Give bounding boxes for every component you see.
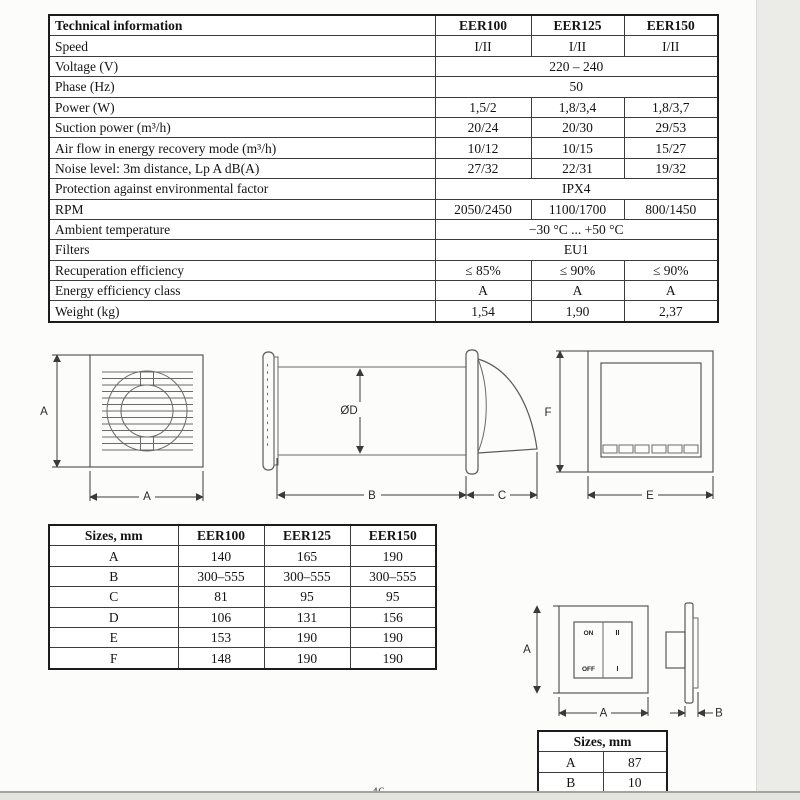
- tech-table-label-cell: Energy efficiency class: [49, 281, 435, 301]
- switch-sizes-table: [537, 730, 668, 794]
- tech-table-value-cell: 27/32: [435, 158, 531, 178]
- tech-table-value-cell: 1,8/3,7: [624, 97, 718, 117]
- tech-table-label-cell: Power (W): [49, 97, 435, 117]
- tech-table-header-row: [49, 15, 718, 36]
- dim-label-switch-b-depth: B: [715, 707, 723, 720]
- speed-switch-drawings: [520, 588, 760, 730]
- tech-table-value-cell: ≤ 90%: [624, 260, 718, 280]
- sizes-table-row: [49, 546, 436, 566]
- sizes-table-row: [49, 627, 436, 647]
- dim-label-switch-a-horizontal: A: [599, 707, 608, 720]
- tech-table-value-cell: ≤ 90%: [531, 260, 624, 280]
- tech-table-header-cell: Technical information: [49, 15, 435, 36]
- tech-table-row: [49, 158, 718, 178]
- switch-sizes-table-body: [538, 752, 667, 793]
- sizes-table-value-cell: 190: [350, 627, 436, 647]
- tech-table-value-cell: 1,5/2: [435, 97, 531, 117]
- tech-table-value-cell: IPX4: [435, 179, 718, 199]
- dim-label-duct-b: B: [368, 490, 376, 502]
- tech-table-label-cell: RPM: [49, 199, 435, 219]
- sizes-table-header-row: [49, 525, 436, 546]
- tech-table-value-cell: 2050/2450: [435, 199, 531, 219]
- speed-switch-side-view-drawing: [666, 603, 723, 720]
- tech-table-row: [49, 179, 718, 199]
- tech-table-value-cell: 1,54: [435, 301, 531, 322]
- scan-edge-bottom: [0, 791, 800, 800]
- dim-label-duct-diameter: ØD: [340, 405, 358, 417]
- tech-table-label-cell: Air flow in energy recovery mode (m³/h): [49, 138, 435, 158]
- tech-table-value-cell: 10/12: [435, 138, 531, 158]
- tech-table-row: [49, 56, 718, 76]
- tech-table-label-cell: Protection against environmental factor: [49, 179, 435, 199]
- sizes-table-value-cell: 131: [264, 607, 350, 627]
- tech-table-row: [49, 117, 718, 137]
- tech-table-value-cell: ≤ 85%: [435, 260, 531, 280]
- sizes-table-value-cell: 190: [264, 627, 350, 647]
- tech-table-value-cell: A: [624, 281, 718, 301]
- dim-label-hood-f: F: [544, 407, 552, 419]
- sizes-table-row: [49, 607, 436, 627]
- tech-table-row: [49, 219, 718, 239]
- switch-speed1-label: I: [616, 666, 619, 673]
- dim-label-switch-a-vertical: A: [523, 644, 531, 656]
- technical-info-table: [48, 14, 719, 323]
- sizes-table-head: [49, 525, 436, 546]
- tech-table-label-cell: Suction power (m³/h): [49, 117, 435, 137]
- tech-table-value-cell: 50: [435, 77, 718, 97]
- tech-table-value-cell: I/II: [531, 36, 624, 56]
- sizes-table-value-cell: 300–555: [178, 566, 264, 586]
- dimension-drawings: [0, 338, 760, 513]
- switch-sizes-table-row: [538, 752, 667, 772]
- tech-table-label-cell: Ambient temperature: [49, 219, 435, 239]
- tech-table-row: [49, 199, 718, 219]
- tech-table-value-cell: A: [531, 281, 624, 301]
- sizes-table-header-cell: EER125: [264, 525, 350, 546]
- sizes-table-body: [49, 546, 436, 669]
- switch-sizes-table-value-cell: 10: [603, 772, 667, 793]
- tech-table-row: [49, 77, 718, 97]
- sizes-table-value-cell: 81: [178, 587, 264, 607]
- tech-table-header-cell: EER125: [531, 15, 624, 36]
- tech-table-label-cell: Recuperation efficiency: [49, 260, 435, 280]
- sizes-table-header-cell: EER150: [350, 525, 436, 546]
- sizes-table-header-cell: Sizes, mm: [49, 525, 178, 546]
- switch-speed2-label: II: [615, 630, 620, 637]
- switch-on-label: ON: [583, 630, 594, 637]
- tech-table-value-cell: I/II: [624, 36, 718, 56]
- tech-table-label-cell: Noise level: 3m distance, Lp A dB(A): [49, 158, 435, 178]
- sizes-table-value-cell: 95: [350, 587, 436, 607]
- scan-edge-right: [756, 0, 800, 791]
- tech-table-value-cell: −30 °C ... +50 °C: [435, 219, 718, 239]
- sizes-table-value-cell: 165: [264, 546, 350, 566]
- sizes-table-value-cell: 106: [178, 607, 264, 627]
- tech-table-row: [49, 281, 718, 301]
- sizes-table-value-cell: 148: [178, 648, 264, 669]
- tech-table-row: [49, 36, 718, 56]
- tech-table-label-cell: Filters: [49, 240, 435, 260]
- sizes-table-label-cell: A: [49, 546, 178, 566]
- tech-table-value-cell: EU1: [435, 240, 718, 260]
- sizes-table-label-cell: C: [49, 587, 178, 607]
- sizes-table-value-cell: 190: [350, 648, 436, 669]
- dim-label-duct-c: C: [497, 490, 507, 502]
- tech-table-label-cell: Speed: [49, 36, 435, 56]
- tech-table-row: [49, 240, 718, 260]
- tech-table-value-cell: 15/27: [624, 138, 718, 158]
- dim-label-fan-a-horizontal: A: [143, 491, 151, 503]
- tech-table-header-cell: EER150: [624, 15, 718, 36]
- switch-sizes-table-label-cell: B: [538, 772, 603, 793]
- tech-table-value-cell: 29/53: [624, 117, 718, 137]
- tech-table-value-cell: 20/24: [435, 117, 531, 137]
- switch-sizes-table-header-row: [538, 731, 667, 752]
- sizes-table-label-cell: B: [49, 566, 178, 586]
- sizes-table-value-cell: 190: [264, 648, 350, 669]
- switch-sizes-table-value-cell: 87: [603, 752, 667, 772]
- tech-table-header-cell: EER100: [435, 15, 531, 36]
- sizes-table-row: [49, 648, 436, 669]
- sizes-table-label-cell: E: [49, 627, 178, 647]
- tech-table-row: [49, 301, 718, 322]
- sizes-table-value-cell: 300–555: [264, 566, 350, 586]
- tech-table-label-cell: Voltage (V): [49, 56, 435, 76]
- tech-table-value-cell: 10/15: [531, 138, 624, 158]
- tech-table-label-cell: Weight (kg): [49, 301, 435, 322]
- sizes-table-value-cell: 140: [178, 546, 264, 566]
- tech-table-value-cell: 1100/1700: [531, 199, 624, 219]
- tech-table-value-cell: 800/1450: [624, 199, 718, 219]
- tech-table-row: [49, 97, 718, 117]
- tech-table-value-cell: I/II: [435, 36, 531, 56]
- tech-table-value-cell: 22/31: [531, 158, 624, 178]
- sizes-table-value-cell: 190: [350, 546, 436, 566]
- sizes-table-value-cell: 95: [264, 587, 350, 607]
- switch-off-label: OFF: [582, 666, 595, 673]
- sizes-table-value-cell: 153: [178, 627, 264, 647]
- sizes-table-value-cell: 156: [350, 607, 436, 627]
- sizes-table-label-cell: D: [49, 607, 178, 627]
- fan-front-view-drawing: [40, 355, 203, 504]
- switch-sizes-table-label-cell: A: [538, 752, 603, 772]
- speed-switch-front-view-drawing: [523, 606, 648, 720]
- dim-label-hood-e: E: [646, 490, 654, 502]
- tech-table-row: [49, 138, 718, 158]
- wall-hood-front-view-drawing: [544, 351, 713, 502]
- switch-sizes-table-header-cell: Sizes, mm: [538, 731, 667, 752]
- sizes-table-value-cell: 300–555: [350, 566, 436, 586]
- tech-table-value-cell: 2,37: [624, 301, 718, 322]
- duct-side-view-drawing: [263, 350, 537, 502]
- tech-table-value-cell: 20/30: [531, 117, 624, 137]
- sizes-table-label-cell: F: [49, 648, 178, 669]
- sizes-table-row: [49, 566, 436, 586]
- tech-table-value-cell: A: [435, 281, 531, 301]
- technical-info-table-body: [49, 36, 718, 322]
- switch-sizes-table-head: [538, 731, 667, 752]
- technical-info-table-head: [49, 15, 718, 36]
- sizes-table: [48, 524, 437, 670]
- tech-table-value-cell: 1,8/3,4: [531, 97, 624, 117]
- tech-table-value-cell: 1,90: [531, 301, 624, 322]
- tech-table-label-cell: Phase (Hz): [49, 77, 435, 97]
- tech-table-value-cell: 220 – 240: [435, 56, 718, 76]
- sizes-table-row: [49, 587, 436, 607]
- dim-label-fan-a-vertical: A: [40, 406, 48, 418]
- tech-table-value-cell: 19/32: [624, 158, 718, 178]
- tech-table-row: [49, 260, 718, 280]
- sizes-table-header-cell: EER100: [178, 525, 264, 546]
